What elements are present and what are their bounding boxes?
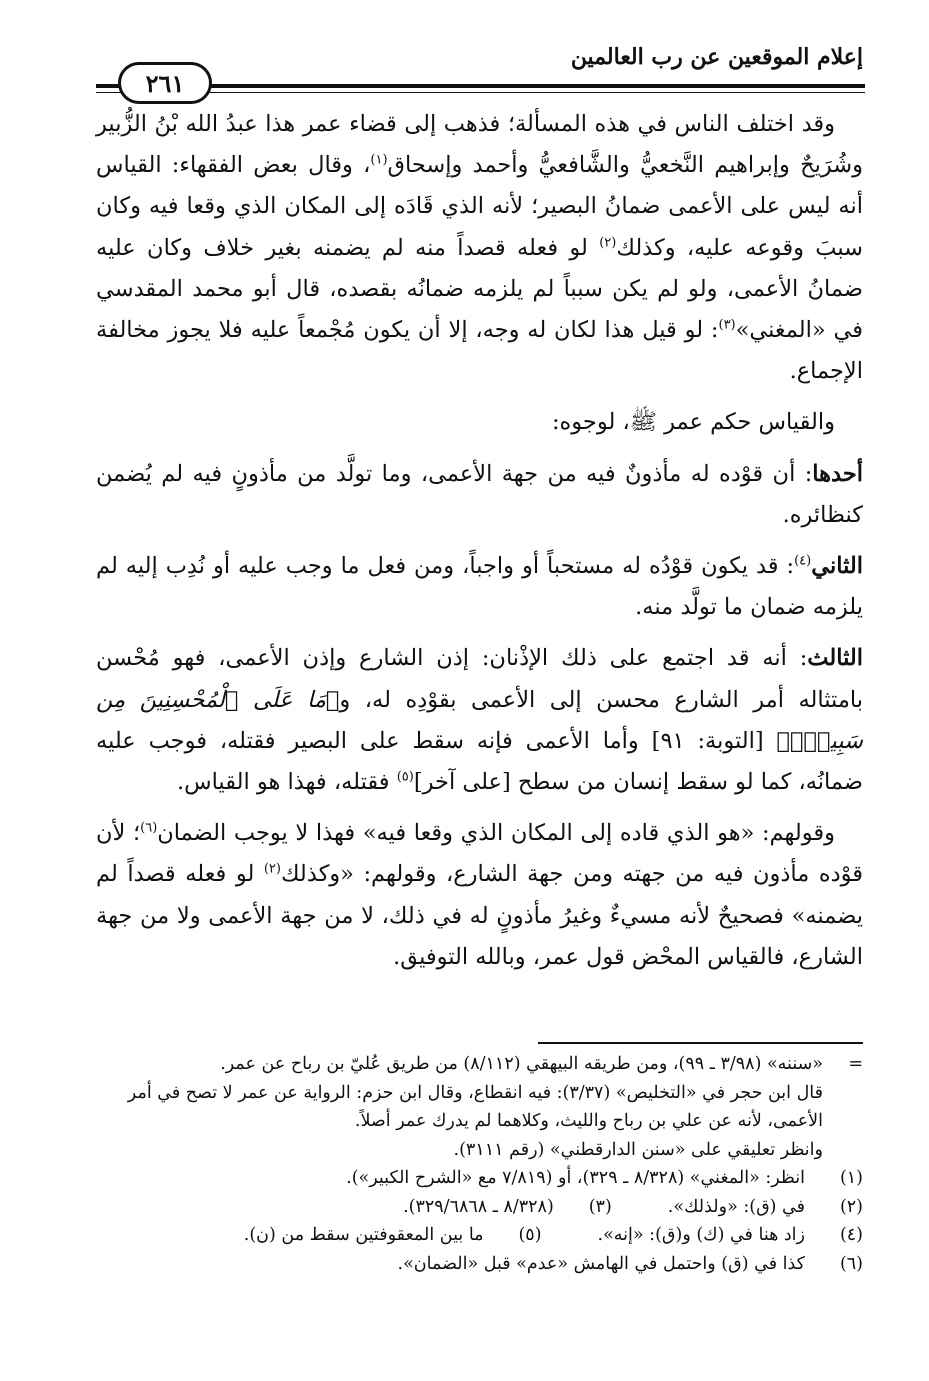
footnote-5: [244, 1221, 542, 1250]
page-number: ٢٦١: [118, 62, 212, 104]
p1-text-b: ، وقال بعض الفقهاء: القياس أنه ليس على الأعمى ضمانُ البصير؛ لأنه الذي قَادَه إلى المكان الذي وقعا فيه وكان سببَ وقوعه عليه، وكذلك: [96, 152, 863, 261]
footnote-pair-4-5: [96, 1221, 863, 1250]
p5-text-b: [التوبة: ٩١] وأما الأعمى فإنه سقط على البصير فقتله، فوجب عليه ضمانُه، كما لو سقط إنسان من سطح [على آخر]: [96, 727, 863, 796]
footnote-3: [403, 1193, 612, 1222]
footnote-6: [96, 1250, 863, 1279]
p3-text: : أن قوْده له مأذونٌ فيه من جهة الأعمى، وما تولَّد من مأذونٍ فيه لم يُضمن كنظائره.: [96, 460, 863, 528]
footnote-continuation: [96, 1050, 863, 1164]
footnote-text: في (ق): «ولذلك».: [667, 1196, 805, 1217]
footnote-1: [96, 1164, 863, 1193]
footnote-2: [668, 1193, 863, 1222]
footnote-number: (٦): [839, 1253, 863, 1274]
continuation-line-1: «سننه» (٣/٩٨ ـ ٩٩)، ومن طريقه البيهقي (٨/١١٢) من طريق عُليّ بن رباح عن عمر.: [220, 1054, 823, 1074]
footnote-text: زاد هنا في (ك) و(ق): «إنه».: [597, 1225, 805, 1245]
footnote-number: (٣): [588, 1196, 612, 1217]
continuation-marker: =: [848, 1054, 863, 1074]
p6-text-b: ؛ لأن قوْده مأذون فيه من جهته ومن جهة الشارع، وقولهم: «وكذلك: [96, 820, 863, 888]
footnote-ref-5: (٥): [396, 769, 414, 785]
p4-lead: الثاني: [811, 553, 863, 580]
paragraph-3: [96, 454, 863, 536]
footnote-ref-6: (٦): [140, 820, 158, 836]
footnote-number: (٤): [839, 1225, 863, 1245]
p4-text: : قد يكون قوْدُه له مستحباً أو واجباً، ومن فعل ما وجب عليه أو نُدِب إليه لم يلزمه ضمان ما تولَّد منه.: [96, 553, 863, 621]
continuation-line-2: قال ابن حجر في «التخليص» (٣/٣٧): فيه انقطاع، وقال ابن حزم: الرواية عن عمر لا تصح في أمر الأعمى، لأنه عن علي بن رباح والليث، وكلاهما لم يدرك عمر أصلاً.: [127, 1082, 823, 1131]
footnote-text: كذا في (ق) واحتمل في الهامش «عدم» قبل «الضمان».: [397, 1253, 805, 1274]
footnote-number: (٢): [839, 1196, 863, 1217]
footnote-4: [598, 1221, 863, 1250]
p6-text-a: وقولهم: «هو الذي قاده إلى المكان الذي وقعا فيه» فهذا لا يوجب الضمان: [157, 820, 835, 847]
footnote-ref-1: (١): [370, 152, 388, 168]
paragraph-1: [96, 104, 863, 392]
footnote-divider: [538, 1042, 863, 1044]
continuation-text: [96, 1050, 823, 1164]
footnote-text: ما بين المعقوفتين سقط من (ن).: [243, 1225, 484, 1245]
running-header-title: إعلام الموقعين عن رب العالمين: [570, 44, 863, 70]
footnote-ref-2: (٢): [599, 235, 617, 251]
p5-text-a: : أنه قد اجتمع على ذلك الإذْنان: إذن الشارع وإذن الأعمى، فهو مُحْسن بامتثاله أمر الشارع محسن إلى الأعمى بقوْدِه له، و: [96, 645, 863, 713]
footnote-number: (١): [839, 1168, 863, 1188]
header-rule-thin: [96, 92, 865, 93]
p1-text-a: وقد اختلف الناس في هذه المسألة؛ فذهب إلى قضاء عمر هذا عبدُ الله بْنُ الزُّبير وشُرَيحٌ وإبراهيم النَّخعيُّ والشَّافعيُّ وأحمد وإسحاق: [96, 111, 864, 179]
paragraph-4: [96, 546, 863, 628]
p5-text-c: فقتله، فهذا هو القياس.: [176, 769, 397, 796]
footnote-ref-3: (٣): [718, 317, 736, 333]
main-text: [96, 104, 863, 988]
p1-text-d: : لو قيل هذا لكان له وجه، إلا أن يكون مُجْمعاً عليه فلا يجوز مخالفة الإجماع.: [96, 317, 863, 385]
footnote-pair-2-3: [96, 1193, 863, 1222]
footnote-number: (٥): [518, 1225, 542, 1245]
continuation-line-3: وانظر تعليقي على «سنن الدارقطني» (رقم ٣١١١).: [453, 1139, 823, 1160]
paragraph-2: والقياس حكم عمر ﷺ، لوجوه:: [551, 409, 835, 436]
quran-verse: ﴿مَا عَلَى ٱلْمُحْسِنِينَ مِن سَبِيلٍۚ﴾: [96, 686, 863, 754]
footnote-ref-2b: (٢): [263, 861, 281, 877]
p6-text-c: لو فعله قصداً لم يضمنه» فصحيحٌ لأنه مسيءٌ وغيرُ مأذونٍ له في ذلك، لا من جهة الأعمى ولا من جهة الشارع، فالقياس المحْض قول عمر، وبالله التوفيق.: [96, 861, 863, 970]
footnote-text: (٨/٣٢٨ ـ ٣٢٩/٦٨٦٨).: [403, 1196, 554, 1217]
paragraph-5: [96, 638, 863, 803]
footnotes: [96, 1050, 863, 1278]
p3-lead: أحدها: [812, 460, 863, 487]
footnote-ref-4: (٤): [794, 553, 812, 569]
p5-lead: الثالث: [807, 645, 863, 672]
paragraph-6: [96, 813, 863, 978]
footnote-text: انظر: «المغني» (٨/٣٢٨ ـ ٣٢٩)، أو (٧/٨١٩ مع «الشرح الكبير»).: [346, 1168, 805, 1188]
p1-text-c: لو فعله قصداً منه لم يضمنه بغير خلاف وكان عليه ضمانُ الأعمى، ولو لم يكن سبباً لم يلزمه ضمانُه بقصده، قال أبو محمد المقدسي في «المغني»: [96, 234, 863, 344]
